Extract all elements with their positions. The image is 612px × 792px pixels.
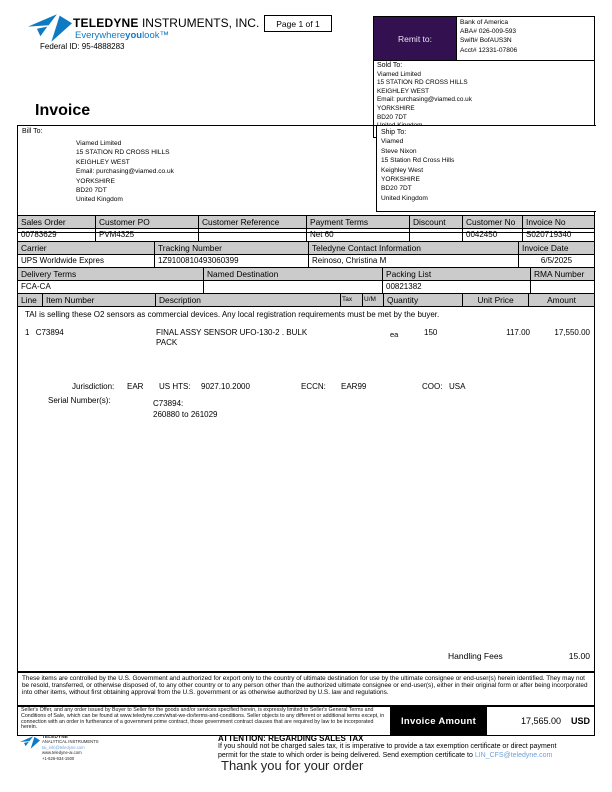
packing-list-value: 00821382: [383, 281, 531, 293]
remit-to-box: [373, 16, 595, 61]
export-control-notice: These items are controlled by the U.S. Government and authorized for export only to the country of ultimate destination for use by the ultimate consignee or end-user(s) herein identified. They may not be resold, transferred, or otherwise disposed of, to any other country or to any person other than the authorized ultimate consignee or end-user(s), either in their original form or after being incorporated into other items, without first obtaining approval from the U.S. government or as otherwise authorized by U.S. law and regulations.: [17, 672, 595, 706]
customer-reference-value: [199, 229, 307, 241]
payment-terms-header: Payment Terms: [307, 216, 410, 228]
bill-to-line: Viamed Limited: [76, 140, 122, 147]
tagline-pre: Everywhere: [75, 30, 126, 41]
tracking-number-header: Tracking Number: [155, 242, 309, 254]
footer-phone: +1-626-934-1500: [42, 755, 75, 761]
sold-to-line: Email: purchasing@viamed.co.uk: [377, 96, 472, 104]
bill-to-line: United Kingdom: [76, 196, 123, 204]
amount-header: Amount: [529, 294, 595, 306]
ship-to-label: Ship To:: [381, 129, 407, 136]
invoice-date-header: Invoice Date: [519, 242, 595, 254]
unit-price-header: Unit Price: [463, 294, 529, 306]
customer-po-header: Customer PO: [96, 216, 199, 228]
bill-to-line: Email: purchasing@viamed.co.uk: [76, 168, 174, 176]
company-tagline: [75, 30, 169, 41]
order-info-header-row-2: [18, 242, 595, 255]
item-amount: 17,550.00: [554, 328, 590, 337]
customer-reference-header: Customer Reference: [199, 216, 307, 228]
tax-header: Tax: [341, 294, 363, 306]
us-hts-value: 9027.10.2000: [201, 382, 250, 391]
exemption-email-link[interactable]: LIN_CFS@teledyne.com: [474, 751, 553, 759]
customer-po-value: PVM4325: [96, 229, 199, 241]
bill-to-line: BD20 7DT: [76, 187, 107, 195]
bill-to-line: YORKSHIRE: [76, 177, 115, 185]
jurisdiction-label: Jurisdiction:: [72, 382, 115, 391]
invoice-no-header: Invoice No: [523, 216, 595, 228]
ship-to-line: YORKSHIRE: [381, 176, 420, 184]
remit-to-label: Remit to:: [374, 17, 456, 60]
teledyne-logo-icon: [28, 13, 72, 43]
serial-numbers-value: [153, 398, 218, 420]
serial-line-2: 260880 to 261029: [153, 410, 218, 419]
invoice-date-value: 6/5/2025: [519, 255, 595, 267]
ship-to-line: Steve Nixon: [381, 147, 417, 155]
footer-company-block: [42, 734, 99, 761]
bill-to-line: KEIGHLEY WEST: [76, 158, 130, 166]
invoice-amount-box: [486, 706, 595, 736]
rma-number-value: [531, 281, 595, 293]
footer-division: ANALYTICAL INSTRUMENTS: [42, 739, 99, 745]
ship-to-line: Keighley West: [381, 166, 424, 174]
document-title: Invoice: [35, 102, 91, 119]
rma-number-header: RMA Number: [531, 268, 595, 280]
federal-id: Federal ID: 95-4888283: [40, 42, 125, 51]
bill-to-line: 15 STATION RD CROSS HILLS: [76, 149, 170, 157]
invoice-amount-currency: USD: [570, 716, 590, 726]
thank-you-message: Thank you for your order: [221, 758, 364, 773]
sold-to-line: YORKSHIRE: [377, 104, 415, 112]
remit-swift: Swift# BofAUS3N: [460, 37, 512, 45]
payment-terms-value: Net 60: [307, 229, 410, 241]
company-name: [73, 16, 259, 30]
sales-tax-attention: [218, 734, 557, 760]
order-info-table: [17, 215, 595, 307]
invoice-amount-label: Invoice Amount: [391, 706, 486, 736]
jurisdiction-value: EAR: [127, 382, 144, 391]
footer-email-link[interactable]: tai_info@teledyne.com: [42, 744, 85, 750]
attention-line-1: If you should not be charged sales tax, it is imperative to provide a tax exemption certificate or direct payment: [218, 743, 557, 750]
delivery-terms-header: Delivery Terms: [18, 268, 204, 280]
packing-list-header: Packing List: [383, 268, 531, 280]
tagline-bold: you: [125, 30, 143, 41]
discount-header: Discount: [410, 216, 463, 228]
order-info-value-row-2: [18, 255, 595, 268]
carrier-value: UPS Worldwide Expres: [18, 255, 155, 267]
quantity-header: Quantity: [384, 294, 463, 306]
company-name-bold: TELEDYNE: [73, 16, 139, 30]
handling-fees-label: Handling Fees: [448, 651, 503, 661]
item-description: FINAL ASSY SENSOR UFO-130-2 . BULK PACK: [156, 328, 308, 347]
attention-line-2-text: permit for the state to which order is being delivered. Send exemption certificate to: [218, 751, 475, 759]
remit-to-details: [456, 17, 594, 60]
line-header: Line: [18, 294, 43, 306]
sales-order-header: Sales Order: [18, 216, 96, 228]
serial-numbers-label: Serial Number(s):: [48, 396, 111, 405]
ship-to-line: BD20 7DT: [381, 185, 412, 193]
um-header: U/M: [363, 294, 384, 306]
bill-to-address: [76, 139, 174, 205]
us-hts-label: US HTS:: [159, 382, 191, 391]
item-unit-price: 117.00: [506, 328, 530, 337]
ship-to-box: [376, 125, 596, 212]
carrier-header: Carrier: [18, 242, 155, 254]
item-number: C73894: [35, 328, 64, 337]
line-items-body: [17, 306, 595, 672]
line-number: 1: [25, 328, 30, 337]
item-um: ea: [390, 330, 399, 339]
remit-bank: Bank of America: [460, 19, 509, 26]
sold-to-line: BD20 7DT: [377, 113, 407, 121]
tagline-post: look™: [142, 30, 169, 41]
coo-label: COO:: [422, 382, 443, 391]
sellers-offer-text: Seller's Offer, and any order issued by Buyer to Seller for the goods and/or services specified herein, is expressly limited to Seller's General Terms and Conditions of Sale, which can be found at www.teledyne.com/what-we-do/terms-and-conditions. Seller objects to any different or additional terms except, in connection with an order in furtherance of a government prime contract, those government contract clauses that are required by law to be incorporated herein.: [17, 706, 391, 736]
commercial-device-note: TAI is selling these O2 sensors as commercial devices. Any local registration requirements must be met by the buyer.: [25, 310, 440, 319]
discount-value: [410, 229, 463, 241]
contact-header: Teledyne Contact Information: [309, 242, 519, 254]
footer-website: www.teledyne-ai.com: [42, 750, 82, 756]
description-header: Description: [156, 294, 341, 306]
ship-to-line: United Kingdom: [381, 194, 428, 202]
ship-to-line: 15 Station Rd Cross Hills: [381, 157, 455, 165]
serial-line-1: C73894:: [153, 399, 184, 408]
tracking-number-value: 1Z9100810493060399: [155, 255, 309, 267]
invoice-amount-value: 17,565.00: [520, 716, 561, 726]
delivery-terms-value: FCA-CA: [18, 281, 204, 293]
contact-value: Reinoso, Christina M: [309, 255, 519, 267]
invoice-no-value: S020719340: [523, 229, 595, 241]
item-quantity: 150: [424, 328, 438, 337]
eccn-label: ECCN:: [301, 382, 326, 391]
handling-fees-value: 15.00: [568, 651, 590, 661]
line-item-line-and-number: [25, 328, 64, 337]
order-info-value-row-1: [18, 229, 595, 242]
customer-no-header: Customer No: [463, 216, 523, 228]
sold-to-line: 15 STATION RD CROSS HILLS: [377, 79, 468, 87]
sold-to-label: Sold To:: [377, 62, 403, 69]
customer-no-value: 0042450: [463, 229, 523, 241]
sold-to-line: Viamed Limited: [377, 70, 421, 78]
ship-to-line: Viamed: [381, 138, 404, 146]
sales-order-value: 00783629: [18, 229, 96, 241]
company-name-rest: INSTRUMENTS, INC.: [138, 16, 260, 30]
sold-to-line: KEIGHLEY WEST: [377, 87, 430, 95]
remit-account: Acct# 12331-07806: [460, 46, 518, 54]
page-number-box: Page 1 of 1: [264, 15, 332, 32]
eccn-value: EAR99: [341, 382, 367, 391]
order-info-value-row-3: [18, 281, 595, 294]
named-destination-value: [204, 281, 383, 293]
named-destination-header: Named Destination: [204, 268, 383, 280]
order-info-header-row-1: [18, 216, 595, 229]
remit-aba: ABA# 026-009-593: [460, 28, 517, 36]
footer-company-name: TELEDYNE: [42, 734, 69, 739]
order-info-header-row-3: [18, 268, 595, 281]
bill-to-label: Bill To:: [22, 128, 43, 135]
footer-teledyne-logo-icon: [20, 736, 40, 749]
coo-value: USA: [449, 382, 466, 391]
item-number-header: Item Number: [43, 294, 156, 306]
attention-title: ATTENTION: REGARDING SALES TAX: [218, 734, 364, 743]
